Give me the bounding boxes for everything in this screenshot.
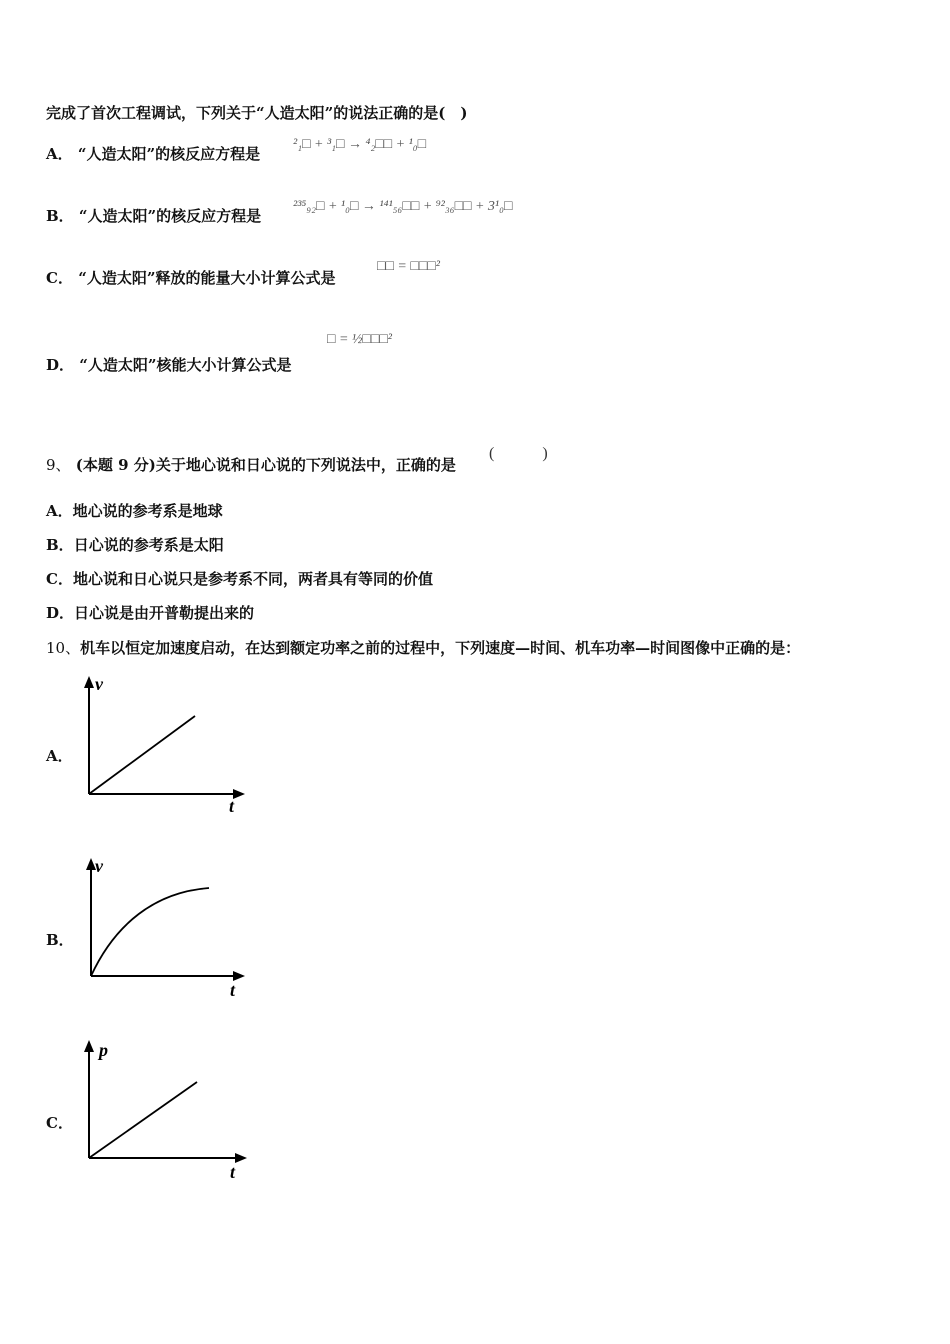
option-text: “人造太阳”核能大小计算公式是 [79, 356, 292, 374]
q10-stem [46, 637, 800, 658]
option-label: D． [46, 604, 75, 622]
q9-option-b [46, 534, 224, 555]
option-label: C． [46, 269, 73, 287]
option-text: 日心说是由开普勒提出来的 [74, 604, 255, 622]
option-text: “人造太阳”的核反应方程是 [77, 145, 261, 163]
q8-option-c [46, 267, 335, 288]
q8-option-d [46, 354, 292, 375]
q10-option-a-label: A． [46, 747, 73, 765]
option-text: 地心说和日心说只是参考系不同，两者具有等同的价值 [72, 570, 433, 588]
x-axis-label: t [230, 980, 236, 1000]
q8-option-d-formula: □ = ½□□□² [327, 332, 392, 347]
x-axis-label: t [229, 796, 235, 816]
q8-option-a-formula: ²₁□ + ³₁□ → ⁴₂□□ + ¹₀□ [293, 137, 427, 152]
option-text: 日心说的参考系是太阳 [73, 536, 224, 554]
x-axis-arrow [235, 1153, 247, 1163]
q9-answer-blank: ( ) [489, 445, 548, 462]
q9-option-c [46, 568, 433, 589]
option-text: “人造太阳”的核反应方程是 [78, 207, 262, 225]
option-text: 地心说的参考系是地球 [72, 502, 223, 520]
question-text: (本题 9 分)关于地心说和日心说的下列说法中，正确的是 [75, 456, 456, 474]
q8-option-b [46, 205, 261, 226]
graph-curve [91, 888, 209, 976]
option-label: A． [46, 502, 73, 520]
graph-line [89, 716, 195, 794]
y-axis-label: p [99, 1040, 108, 1060]
option-text: “人造太阳”释放的能量大小计算公式是 [78, 269, 336, 287]
option-label: B． [46, 207, 74, 225]
q8-stem: 完成了首次工程调试，下列关于“人造太阳”的说法正确的是( ) [46, 104, 468, 122]
question-number: 10、 [46, 639, 81, 657]
x-axis-label: t [230, 1162, 236, 1182]
q8-option-c-formula: □□ = □□□² [377, 259, 440, 274]
q10-graph-c [75, 1036, 255, 1186]
option-label: C． [46, 570, 73, 588]
y-axis-arrow [84, 676, 94, 688]
y-axis-label: v [95, 856, 103, 876]
option-label: A． [46, 145, 73, 163]
option-label: D． [46, 356, 75, 374]
question-text: 机车以恒定加速度启动，在达到额定功率之前的过程中，下列速度—时间、机车功率—时间图像中正确的是： [80, 639, 801, 657]
q9-option-d [46, 602, 254, 623]
x-axis-arrow [233, 789, 245, 799]
q10-graph-a [75, 672, 255, 822]
q9-stem [46, 454, 456, 475]
q9-option-a [46, 500, 223, 521]
q10-graph-b [75, 854, 255, 1004]
graph-line [89, 1082, 197, 1158]
q8-option-b-formula: ²³⁵₉₂□ + ¹₀□ → ¹⁴¹₅₆□□ + ⁹²₃₆□□ + 3¹₀□ [293, 199, 513, 214]
y-axis-arrow [84, 1040, 94, 1052]
option-label: B． [46, 536, 74, 554]
q10-option-c-label: C． [46, 1114, 73, 1132]
q8-option-a [46, 143, 260, 164]
question-number: 9、 [46, 456, 71, 474]
y-axis-label: v [95, 674, 103, 694]
q10-option-b-label: B． [46, 931, 74, 949]
